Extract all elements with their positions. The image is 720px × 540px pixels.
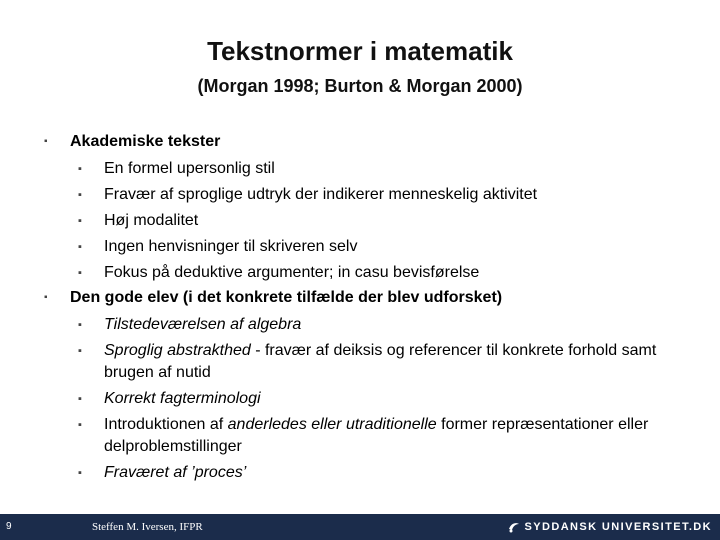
bullet-marker: ▪: [78, 345, 82, 357]
university-logo: [507, 519, 712, 535]
sub-bullet-text: Introduktionen af: [104, 416, 228, 433]
sub-bullet: [40, 414, 690, 458]
footer-author: Steffen M. Iversen, IFPR: [92, 521, 203, 533]
sub-bullet: [40, 462, 690, 484]
bullet-marker: ▪: [78, 215, 82, 227]
bullet-marker: ▪: [78, 419, 82, 431]
sub-bullet: [40, 210, 690, 232]
sub-bullet: [40, 236, 690, 258]
sub-bullet: [40, 158, 690, 180]
sub-bullet-text: Fokus på deduktive argumenter; in casu bevisførelse: [104, 264, 480, 281]
sub-bullet: [40, 314, 690, 336]
bullet-academic-texts: [40, 130, 690, 154]
slide-title: Tekstnormer i matematik: [207, 36, 513, 66]
swoosh-icon: [507, 520, 521, 534]
sub-bullet-text: Fravær af sproglige udtryk der indikerer menneskelig aktivitet: [104, 186, 538, 203]
sub-bullet: [40, 340, 690, 384]
sub-bullet-text: - fravær af deiksis og referencer til konkrete forhold samt brugen af nutid: [104, 342, 657, 381]
bullet-marker: ▪: [78, 163, 82, 175]
sub-bullet-text: former repræsentationer eller delproblemstillinger: [104, 416, 649, 455]
bullet-marker: ▪: [44, 292, 48, 303]
slide-subtitle: (Morgan 1998; Burton & Morgan 2000): [197, 76, 523, 96]
bullet-marker: ▪: [78, 241, 82, 253]
sub-bullet: [40, 388, 690, 410]
sub-bullet-text: En formel upersonlig stil: [104, 160, 275, 177]
sub-bullet-text: Ingen henvisninger til skriveren selv: [104, 238, 358, 255]
bullet-marker: ▪: [44, 136, 48, 147]
bullet-good-student: [40, 286, 690, 310]
sub-bullet-text: Tilstedeværelsen af algebra: [104, 316, 302, 333]
bullet-list: [40, 128, 690, 484]
bullet-marker: ▪: [78, 267, 82, 279]
bullet-marker: ▪: [78, 393, 82, 405]
sub-bullet-text: Korrekt fagterminologi: [104, 390, 261, 407]
bullet-marker: ▪: [78, 467, 82, 479]
sub-bullet: [40, 184, 690, 206]
bullet-text: Akademiske tekster: [70, 133, 221, 150]
sub-bullet-text: Høj modalitet: [104, 212, 199, 229]
bullet-marker: ▪: [78, 189, 82, 201]
sub-bullet-text: Fraværet af ’proces’: [104, 464, 247, 481]
bullet-text: Den gode elev (i det konkrete tilfælde der blev udforsket): [70, 289, 503, 306]
sub-bullet: [40, 262, 690, 284]
sub-bullet-emphasis: Sproglig abstrakthed: [104, 342, 251, 359]
logo-text: SYDDANSK UNIVERSITET.DK: [524, 521, 712, 533]
page-number: 9: [6, 521, 12, 532]
footer-bar: [0, 514, 720, 540]
sub-bullet-emphasis: anderledes eller utraditionelle: [227, 416, 437, 433]
bullet-marker: ▪: [78, 319, 82, 331]
